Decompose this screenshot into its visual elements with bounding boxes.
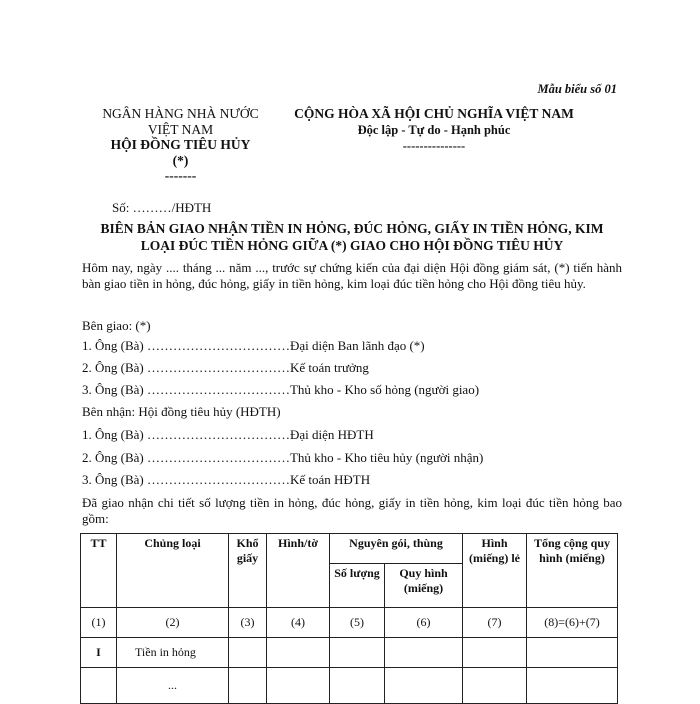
- intro-paragraph: Hôm nay, ngày .... tháng ... năm ..., trước sự chứng kiến của đại diện Hội đồng giám sát, (*) tiến hành bàn giao tiền in hỏng, đúc hỏng, giấy in tiền hỏng, kim loại đúc tiền hỏng cho Hội đồng tiêu hủy.: [82, 260, 622, 291]
- th-quantity: Số lượng: [330, 564, 385, 608]
- title-line-1: BIÊN BẢN GIAO NHẬN TIỀN IN HỎNG, ĐÚC HỎNG, GIẤY IN TIỀN HỎNG, KIM: [100, 221, 604, 236]
- th-whole-pack: Nguyên gói, thùng: [330, 534, 463, 564]
- table-row: [81, 638, 618, 668]
- detail-intro: Đã giao nhận chi tiết số lượng tiền in hỏng, đúc hỏng, giấy in tiền hỏng, kim loại đúc tiền hỏng bao gồm:: [82, 495, 622, 526]
- giver-line-1: 1. Ông (Bà) ……………………………Đại diện Ban lãnh đạo (*): [82, 338, 425, 353]
- row-type: Tiền in hỏng: [117, 638, 229, 668]
- row-type: ...: [117, 668, 229, 704]
- header-right: [284, 106, 584, 154]
- form-number: Mẫu biểu số 01: [537, 82, 617, 96]
- header-left-divider: -------: [164, 168, 197, 183]
- council-mark: (*): [172, 152, 189, 168]
- th-tt: TT: [81, 534, 117, 608]
- th-images-per-sheet: Hình/tờ: [267, 534, 330, 608]
- receiver-label: Bên nhận: Hội đồng tiêu hủy (HĐTH): [82, 404, 281, 419]
- receiver-line-1: 1. Ông (Bà) ……………………………Đại diện HĐTH: [82, 427, 374, 442]
- document-number: Số: ………/HĐTH: [112, 200, 212, 215]
- header-left: [78, 106, 283, 184]
- th-type: Chủng loại: [117, 534, 229, 608]
- col-number-7: (7): [463, 608, 527, 638]
- th-converted-pieces: Quy hình (miếng): [385, 564, 463, 608]
- receiver-line-2: 2. Ông (Bà) ……………………………Thủ kho - Kho tiêu hủy (người nhận): [82, 450, 484, 465]
- bank-name-line2: VIỆT NAM: [147, 121, 214, 137]
- national-motto: Độc lập - Tự do - Hạnh phúc: [357, 123, 511, 137]
- giver-line-3: 3. Ông (Bà) ……………………………Thủ kho - Kho số hỏng (người giao): [82, 382, 480, 397]
- bank-name-line1: NGÂN HÀNG NHÀ NƯỚC: [102, 106, 259, 121]
- giver-label: Bên giao: (*): [82, 318, 151, 333]
- row-tt: I: [81, 638, 117, 668]
- col-number-6: (6): [385, 608, 463, 638]
- col-number-2: (2): [117, 608, 229, 638]
- receiver-line-3: 3. Ông (Bà) ……………………………Kế toán HĐTH: [82, 472, 371, 487]
- th-paper-size: Khổ giấy: [229, 534, 267, 608]
- col-number-3: (3): [229, 608, 267, 638]
- col-number-8: (8)=(6)+(7): [527, 608, 618, 638]
- document-title: [82, 220, 622, 254]
- title-line-2: LOẠI ĐÚC TIỀN HỎNG GIỮA (*) GIAO CHO HỘI ĐỒNG TIÊU HỦY: [140, 238, 564, 253]
- col-number-5: (5): [330, 608, 385, 638]
- country-name: CỘNG HÒA XÃ HỘI CHỦ NGHĨA VIỆT NAM: [294, 106, 574, 121]
- header-right-divider: ---------------: [402, 139, 466, 153]
- col-number-4: (4): [267, 608, 330, 638]
- th-total-pieces: Tổng cộng quy hình (miếng): [527, 534, 618, 608]
- th-loose-pieces: Hình (miếng) lẻ: [463, 534, 527, 608]
- table-row: [81, 668, 618, 704]
- col-number-1: (1): [81, 608, 117, 638]
- council-name: HỘI ĐỒNG TIÊU HỦY: [110, 137, 251, 152]
- detail-table: [80, 533, 618, 704]
- giver-line-2: 2. Ông (Bà) ……………………………Kế toán trưởng: [82, 360, 369, 375]
